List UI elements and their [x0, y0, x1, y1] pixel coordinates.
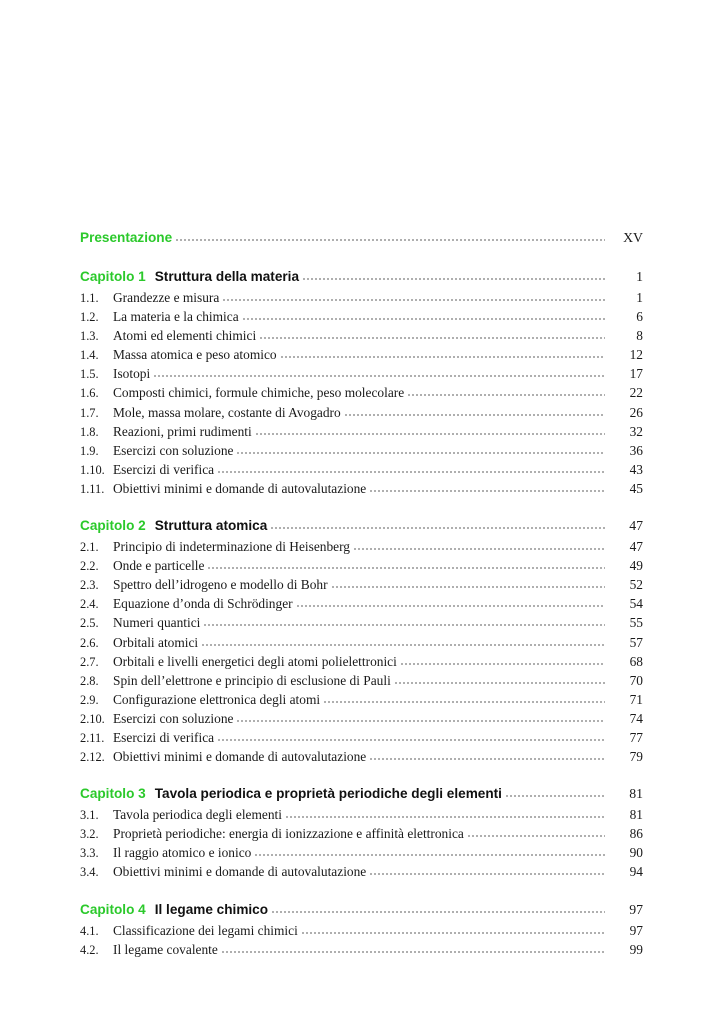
section-number: 1.10. [80, 462, 105, 477]
page-number: 86 [629, 826, 643, 842]
chapter-block [80, 899, 643, 959]
page-number: 47 [629, 539, 643, 555]
section-number: 1.7. [80, 405, 99, 420]
page-number: 1 [636, 269, 643, 284]
dot-leader [255, 432, 605, 436]
section-title: Massa atomica e peso atomico [113, 347, 277, 363]
dot-leader [236, 719, 605, 723]
chapter-block [80, 515, 643, 766]
dot-leader [331, 585, 605, 589]
toc-entry[interactable] [80, 307, 643, 326]
page-number: 77 [629, 729, 643, 745]
dot-leader [400, 662, 605, 666]
section-title: Principio di indeterminazione di Heisenberg [113, 539, 351, 555]
dot-leader [270, 526, 605, 530]
toc-entry[interactable] [80, 345, 643, 364]
page-number: 47 [629, 518, 643, 534]
chapter-label: Capitolo 2 [80, 518, 146, 534]
section-number: 2.12. [80, 750, 105, 765]
dot-leader [217, 470, 605, 474]
page-number: 81 [629, 807, 643, 823]
page-number: 22 [629, 385, 643, 401]
toc-entry[interactable] [80, 594, 643, 613]
dot-leader [153, 374, 605, 378]
dot-leader [221, 950, 605, 954]
section-title: Obiettivi minimi e domande di autovalutazione [113, 480, 367, 496]
dot-leader [353, 547, 605, 551]
page-number: 6 [636, 309, 643, 325]
section-title: Obiettivi minimi e domande di autovalutazione [113, 864, 367, 880]
toc-entry[interactable] [80, 403, 643, 422]
toc-entry[interactable] [80, 671, 643, 690]
toc-entry[interactable] [80, 613, 643, 632]
page-number: 81 [629, 786, 643, 802]
section-title: Obiettivi minimi e domande di autovalutazione [113, 749, 367, 765]
page-number: 43 [629, 461, 643, 477]
toc-entry[interactable] [80, 921, 643, 940]
dot-leader [369, 872, 605, 876]
section-title: Reazioni, primi rudimenti [113, 423, 252, 439]
section-title: Il raggio atomico e ionico [113, 845, 252, 861]
section-title: Composti chimici, formule chimiche, peso molecolare [113, 385, 405, 401]
toc-entry[interactable] [80, 690, 643, 709]
dot-leader [201, 643, 605, 647]
presentazione-label: Presentazione [80, 230, 173, 245]
page-number: 68 [629, 653, 643, 669]
page-number: 55 [629, 615, 643, 631]
page-number: 8 [636, 328, 643, 344]
page-number: 94 [629, 864, 643, 880]
section-title: Orbitali atomici [113, 634, 199, 650]
dot-leader [323, 700, 605, 704]
page-number: 45 [629, 480, 643, 496]
toc-entry[interactable] [80, 940, 643, 959]
page-number: 57 [629, 634, 643, 650]
chapter-heading[interactable] [80, 515, 643, 537]
section-number: 1.11. [80, 481, 105, 496]
section-number: 3.1. [80, 808, 99, 823]
toc-entry[interactable] [80, 326, 643, 345]
toc-entry[interactable] [80, 843, 643, 862]
section-number: 3.4. [80, 865, 99, 880]
dot-leader [207, 566, 605, 570]
dot-leader [369, 489, 605, 493]
page-number: 79 [629, 749, 643, 765]
chapter-block [80, 783, 643, 881]
toc-entry[interactable] [80, 652, 643, 671]
section-title: Esercizi con soluzione [113, 710, 234, 726]
page-number: 90 [629, 845, 643, 861]
section-number: 2.10. [80, 711, 105, 726]
section-title: Tavola periodica degli elementi [113, 807, 282, 823]
section-number: 2.4. [80, 597, 99, 612]
toc-entry[interactable] [80, 288, 643, 307]
page-number: 71 [629, 691, 643, 707]
presentazione-block [80, 227, 643, 249]
section-title: Onde e particelle [113, 558, 205, 574]
page-number: 99 [629, 941, 643, 957]
table-of-contents [80, 227, 643, 959]
toc-entry[interactable] [80, 383, 643, 402]
section-title: Mole, massa molare, costante di Avogadro [113, 404, 341, 420]
page-number: 54 [629, 596, 643, 612]
section-title: Configurazione elettronica degli atomi [113, 691, 321, 707]
chapter-title: Il legame chimico [154, 901, 269, 917]
section-title: La materia e la chimica [113, 309, 239, 325]
toc-entry[interactable] [80, 537, 643, 556]
section-title: Esercizi di verifica [113, 461, 215, 477]
section-number: 2.5. [80, 616, 99, 631]
section-title: Grandezze e misura [113, 290, 220, 305]
section-title: Numeri quantici [113, 615, 201, 631]
dot-leader [285, 815, 605, 819]
section-number: 4.2. [80, 942, 99, 957]
chapter-label: Capitolo 4 [80, 901, 146, 917]
section-number: 2.8. [80, 673, 99, 688]
page-number: 97 [629, 922, 643, 938]
dot-leader [236, 451, 605, 455]
dot-leader [344, 413, 605, 417]
section-number: 2.3. [80, 578, 99, 593]
chapter-label: Capitolo 3 [80, 786, 146, 802]
dot-leader [175, 238, 605, 242]
dot-leader [254, 853, 605, 857]
toc-entry-presentazione[interactable] [80, 227, 643, 249]
page-number: 1 [636, 290, 643, 305]
toc-entry[interactable] [80, 460, 643, 479]
dot-leader [259, 336, 605, 340]
section-number: 1.3. [80, 329, 99, 344]
section-number: 1.1. [80, 291, 99, 305]
chapter-label: Capitolo 1 [80, 269, 146, 284]
page-number: 49 [629, 558, 643, 574]
section-title: Equazione d’onda di Schrödinger [113, 596, 293, 612]
page-number: 97 [629, 901, 643, 917]
section-title: Isotopi [113, 366, 151, 382]
section-title: Il legame covalente [113, 941, 218, 957]
dot-leader [369, 757, 605, 761]
page-number: 52 [629, 577, 643, 593]
section-title: Proprietà periodiche: energia di ionizzazione e affinità elettronica [113, 826, 464, 842]
section-title: Classificazione dei legami chimici [113, 922, 298, 938]
section-number: 3.3. [80, 846, 99, 861]
chapter-block [80, 266, 643, 498]
chapter-title: Struttura della materia [154, 269, 300, 284]
dot-leader [467, 834, 605, 838]
section-number: 2.11. [80, 730, 105, 745]
dot-leader [271, 910, 605, 914]
page-number: 70 [629, 672, 643, 688]
toc-entry[interactable] [80, 575, 643, 594]
toc-entry[interactable] [80, 556, 643, 575]
page-number: 17 [629, 366, 643, 382]
section-title: Spin dell’elettrone e principio di esclusione di Pauli [113, 672, 391, 688]
dot-leader [302, 277, 605, 281]
section-number: 2.7. [80, 654, 99, 669]
toc-entry[interactable] [80, 422, 643, 441]
section-number: 2.2. [80, 559, 99, 574]
toc-entry[interactable] [80, 633, 643, 652]
page-number: 74 [629, 710, 643, 726]
section-title: Spettro dell’idrogeno e modello di Bohr [113, 577, 328, 593]
section-title: Esercizi con soluzione [113, 442, 234, 458]
toc-entry[interactable] [80, 364, 643, 383]
toc-entry[interactable] [80, 824, 643, 843]
toc-entry[interactable] [80, 805, 643, 824]
section-number: 1.6. [80, 386, 99, 401]
dot-leader [203, 623, 605, 627]
dot-leader [301, 931, 605, 935]
chapter-heading[interactable] [80, 783, 643, 805]
dot-leader [296, 604, 605, 608]
dot-leader [407, 393, 605, 397]
dot-leader [217, 738, 605, 742]
section-number: 3.2. [80, 827, 99, 842]
page-number: XV [623, 230, 643, 245]
dot-leader [222, 298, 605, 302]
dot-leader [394, 681, 605, 685]
dot-leader [280, 355, 605, 359]
section-number: 1.2. [80, 310, 99, 325]
section-number: 1.4. [80, 348, 99, 363]
dot-leader [242, 317, 605, 321]
toc-entry[interactable] [80, 441, 643, 460]
chapter-heading[interactable] [80, 266, 643, 288]
toc-entry[interactable] [80, 479, 643, 498]
page-number: 36 [629, 442, 643, 458]
section-number: 2.1. [80, 540, 99, 555]
toc-entry[interactable] [80, 728, 643, 747]
toc-entry[interactable] [80, 862, 643, 881]
chapter-heading[interactable] [80, 899, 643, 921]
section-title: Esercizi di verifica [113, 729, 215, 745]
section-number: 2.9. [80, 692, 99, 707]
page-number: 12 [629, 347, 643, 363]
toc-entry[interactable] [80, 709, 643, 728]
dot-leader [505, 794, 605, 798]
toc-entry[interactable] [80, 747, 643, 766]
section-title: Atomi ed elementi chimici [113, 328, 257, 344]
section-number: 1.9. [80, 443, 99, 458]
page-number: 32 [629, 423, 643, 439]
page-number: 26 [629, 404, 643, 420]
chapter-title: Struttura atomica [154, 518, 268, 534]
chapter-title: Tavola periodica e proprietà periodiche degli elementi [154, 786, 502, 802]
section-number: 1.8. [80, 424, 99, 439]
section-number: 4.1. [80, 923, 99, 938]
section-title: Orbitali e livelli energetici degli atomi polielettronici [113, 653, 397, 669]
section-number: 2.6. [80, 635, 99, 650]
section-number: 1.5. [80, 367, 99, 382]
